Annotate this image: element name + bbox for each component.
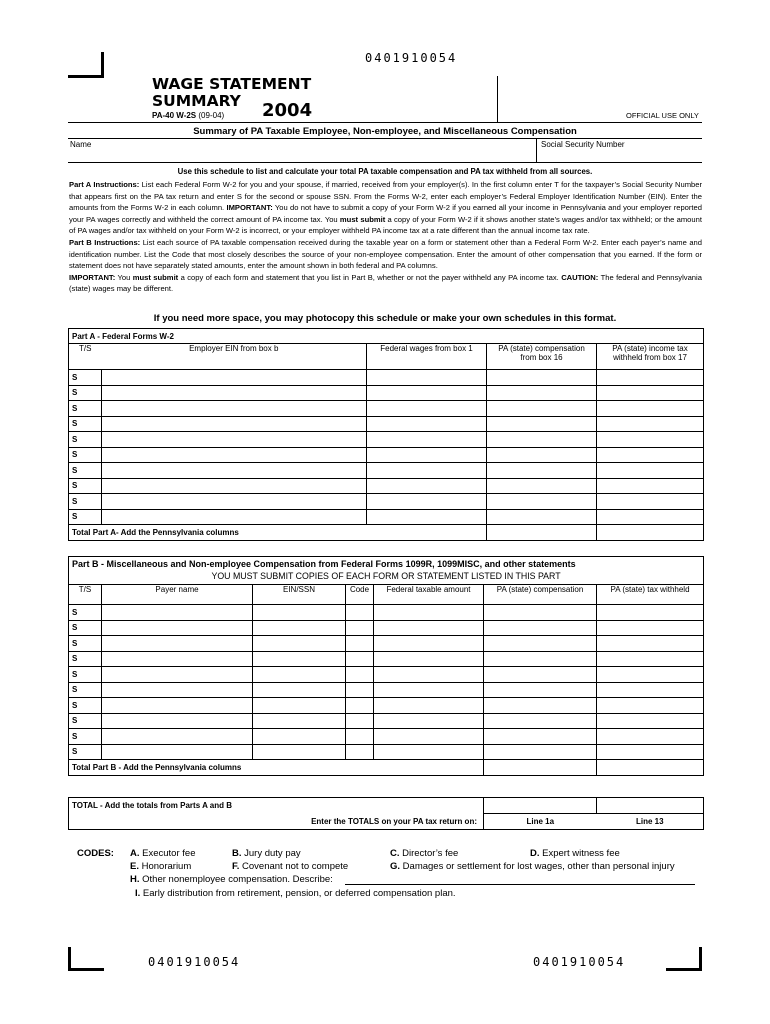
part-a-row xyxy=(69,416,704,432)
part-a-entry-cell[interactable] xyxy=(487,416,597,432)
part-a-row xyxy=(69,401,704,417)
part-b-entry-cell[interactable] xyxy=(484,636,597,652)
part-b-entry-cell[interactable] xyxy=(374,605,484,621)
part-b-entry-cell[interactable] xyxy=(253,605,346,621)
part-a-entry-cell[interactable] xyxy=(367,478,487,494)
part-a-entry-cell[interactable] xyxy=(102,432,367,448)
header-rule xyxy=(68,122,702,123)
part-a-col-ein: Employer EIN from box b xyxy=(102,344,367,370)
part-a-table xyxy=(68,328,704,541)
part-a-instructions-label: Part A Instructions: xyxy=(69,180,140,189)
part-a-ts-cell[interactable]: S xyxy=(69,447,102,463)
code-c-key: C. xyxy=(390,848,400,859)
form-title-line1: WAGE STATEMENT xyxy=(152,75,312,93)
part-a-entry-cell[interactable] xyxy=(102,494,367,510)
total-pa-compensation[interactable] xyxy=(484,798,597,814)
important-label: IMPORTANT: xyxy=(226,203,273,213)
part-b-ts-cell[interactable]: S xyxy=(69,636,102,652)
part-a-entry-cell[interactable] xyxy=(487,385,597,401)
part-b-entry-cell[interactable] xyxy=(484,620,597,636)
part-b-entry-cell[interactable] xyxy=(253,636,346,652)
part-a-entry-cell[interactable] xyxy=(487,370,597,386)
part-b-entry-cell[interactable] xyxy=(374,651,484,667)
part-b-entry-cell[interactable] xyxy=(346,605,374,621)
part-a-col-pa-tax: PA (state) income tax withheld from box 17 xyxy=(597,344,704,370)
totals-enter-label: Enter the TOTALS on your PA tax return on: xyxy=(69,814,484,830)
part-a-row xyxy=(69,385,704,401)
part-a-ts-cell[interactable]: S xyxy=(69,494,102,510)
code-c xyxy=(390,848,458,859)
part-b-table xyxy=(68,556,704,776)
part-a-entry-cell[interactable] xyxy=(487,401,597,417)
code-g-key: G. xyxy=(390,861,401,872)
totals-line-1a: Line 1a xyxy=(484,814,597,830)
part-a-ts-cell[interactable]: S xyxy=(69,416,102,432)
part-a-row xyxy=(69,463,704,479)
part-b-entry-cell[interactable] xyxy=(346,744,374,760)
part-b-entry-cell[interactable] xyxy=(253,713,346,729)
code-b-key: B. xyxy=(232,848,242,859)
part-a-col-federal-wages: Federal wages from box 1 xyxy=(367,344,487,370)
part-a-entry-cell[interactable] xyxy=(367,432,487,448)
ssn-label: Social Security Number xyxy=(541,140,625,149)
part-b-entry-cell[interactable] xyxy=(102,682,253,698)
form-code xyxy=(152,111,224,120)
part-b-total-pa-compensation[interactable] xyxy=(484,760,597,776)
part-b-entry-cell[interactable] xyxy=(484,605,597,621)
corner-mark-bottom-right xyxy=(666,947,702,971)
code-h-key: H. xyxy=(130,874,140,885)
part-b-row xyxy=(69,605,704,621)
part-b-entry-cell[interactable] xyxy=(253,651,346,667)
part-b-ts-cell[interactable]: S xyxy=(69,651,102,667)
part-a-entry-cell[interactable] xyxy=(597,494,704,510)
part-b-row xyxy=(69,667,704,683)
part-b-subtitle: YOU MUST SUBMIT COPIES OF EACH FORM OR STATEMENT LISTED IN THIS PART xyxy=(211,571,561,581)
part-a-entry-cell[interactable] xyxy=(487,447,597,463)
part-b-col-ts: T/S xyxy=(69,585,102,605)
instructions-body xyxy=(69,179,702,295)
part-b-row xyxy=(69,620,704,636)
part-a-instructions-text: List each Federal Form W-2 for you and your spouse, if married, received from your employer(s). In the first column enter T for the taxpayer’s Social Security Number that appears first on the PA tax return and enter S for the second or spouse SSN. From the Forms W-2, enter each employer’s Federal Employer Identification Number (EIN). Enter the amounts from the Forms W-2 in each column. xyxy=(69,180,702,213)
part-a-entry-cell[interactable] xyxy=(597,432,704,448)
form-title-line2: SUMMARY xyxy=(152,92,241,110)
part-a-entry-cell[interactable] xyxy=(597,385,704,401)
part-a-entry-cell[interactable] xyxy=(487,509,597,525)
part-b-ts-cell[interactable]: S xyxy=(69,682,102,698)
part-b-entry-cell[interactable] xyxy=(346,620,374,636)
part-a-row xyxy=(69,494,704,510)
code-h xyxy=(130,874,333,885)
part-b-entry-cell[interactable] xyxy=(597,713,704,729)
code-c-text: Director’s fee xyxy=(402,848,459,859)
document-id-bottom-right: 0401910054 xyxy=(533,955,626,969)
code-f-text: Covenant not to compete xyxy=(242,861,349,872)
part-b-ts-cell[interactable]: S xyxy=(69,620,102,636)
form-code-date: (09-04) xyxy=(198,111,225,120)
part-a-entry-cell[interactable] xyxy=(102,370,367,386)
part-a-entry-cell[interactable] xyxy=(102,463,367,479)
part-b-entry-cell[interactable] xyxy=(346,698,374,714)
part-b-entry-cell[interactable] xyxy=(253,698,346,714)
part-a-entry-cell[interactable] xyxy=(102,478,367,494)
part-b-total-label: Total Part B - Add the Pennsylvania columns xyxy=(69,760,484,776)
part-b-entry-cell[interactable] xyxy=(597,744,704,760)
code-g-text: Damages or settlement for lost wages, other than personal injury xyxy=(402,861,675,872)
part-a-entry-cell[interactable] xyxy=(487,463,597,479)
part-b-entry-cell[interactable] xyxy=(597,620,704,636)
part-b-entry-cell[interactable] xyxy=(102,698,253,714)
part-b-entry-cell[interactable] xyxy=(102,729,253,745)
part-a-entry-cell[interactable] xyxy=(597,478,704,494)
part-b-instructions-text-4: The federal and Pennsylvania (state) wages may be different. xyxy=(69,272,702,294)
part-b-instructions-text-2: You xyxy=(117,272,131,282)
part-b-entry-cell[interactable] xyxy=(346,667,374,683)
name-field[interactable] xyxy=(68,138,536,162)
part-b-col-federal: Federal taxable amount xyxy=(374,585,484,605)
code-a-text: Executor fee xyxy=(142,848,196,859)
part-b-row xyxy=(69,682,704,698)
part-b-entry-cell[interactable] xyxy=(374,667,484,683)
part-b-entry-cell[interactable] xyxy=(484,682,597,698)
code-g xyxy=(390,861,675,872)
part-b-entry-cell[interactable] xyxy=(597,636,704,652)
part-b-entry-cell[interactable] xyxy=(346,729,374,745)
part-a-entry-cell[interactable] xyxy=(597,447,704,463)
code-d-text: Expert witness fee xyxy=(542,848,620,859)
part-b-entry-cell[interactable] xyxy=(374,620,484,636)
part-b-entry-cell[interactable] xyxy=(346,713,374,729)
part-b-entry-cell[interactable] xyxy=(374,636,484,652)
code-i-text: Early distribution from retirement, pension, or deferred compensation plan. xyxy=(142,888,456,899)
part-a-entry-cell[interactable] xyxy=(102,447,367,463)
part-b-row xyxy=(69,713,704,729)
part-b-entry-cell[interactable] xyxy=(102,713,253,729)
part-a-row xyxy=(69,432,704,448)
part-b-row xyxy=(69,636,704,652)
part-b-entry-cell[interactable] xyxy=(484,698,597,714)
part-a-col-pa-compensation: PA (state) compensation from box 16 xyxy=(487,344,597,370)
part-b-entry-cell[interactable] xyxy=(102,667,253,683)
part-b-row xyxy=(69,698,704,714)
part-b-ts-cell[interactable]: S xyxy=(69,713,102,729)
part-b-entry-cell[interactable] xyxy=(346,636,374,652)
part-b-col-ein: EIN/SSN xyxy=(253,585,346,605)
part-b-entry-cell[interactable] xyxy=(597,682,704,698)
part-b-instructions-label: Part B Instructions: xyxy=(69,237,141,247)
part-b-entry-cell[interactable] xyxy=(597,729,704,745)
totals-label: TOTAL - Add the totals from Parts A and B xyxy=(69,798,484,814)
part-b-entry-cell[interactable] xyxy=(253,667,346,683)
part-b-ts-cell[interactable]: S xyxy=(69,667,102,683)
code-d-key: D. xyxy=(530,848,540,859)
part-b-ts-cell[interactable]: S xyxy=(69,698,102,714)
code-a-key: A. xyxy=(130,848,140,859)
code-b-text: Jury duty pay xyxy=(244,848,301,859)
part-b-col-payer: Payer name xyxy=(102,585,253,605)
part-b-entry-cell[interactable] xyxy=(374,698,484,714)
code-h-describe-field[interactable] xyxy=(345,884,695,885)
official-use-divider xyxy=(497,76,498,122)
part-b-row xyxy=(69,744,704,760)
document-id-bottom-left: 0401910054 xyxy=(148,955,241,969)
part-b-entry-cell[interactable] xyxy=(374,682,484,698)
part-b-entry-cell[interactable] xyxy=(102,636,253,652)
part-a-entry-cell[interactable] xyxy=(102,385,367,401)
part-b-col-code: Code xyxy=(346,585,374,605)
part-b-ts-cell[interactable]: S xyxy=(69,744,102,760)
part-b-col-pa-compensation: PA (state) compensation xyxy=(484,585,597,605)
part-b-ts-cell[interactable]: S xyxy=(69,729,102,745)
totals-line-13: Line 13 xyxy=(597,814,704,830)
part-b-entry-cell[interactable] xyxy=(253,744,346,760)
must-submit-label: must submit xyxy=(339,214,386,224)
part-a-ts-cell[interactable]: S xyxy=(69,385,102,401)
part-a-entry-cell[interactable] xyxy=(367,447,487,463)
part-b-entry-cell[interactable] xyxy=(484,651,597,667)
part-b-entry-cell[interactable] xyxy=(484,729,597,745)
part-a-total-label: Total Part A- Add the Pennsylvania columns xyxy=(69,525,487,541)
part-a-row xyxy=(69,509,704,525)
part-b-entry-cell[interactable] xyxy=(102,744,253,760)
part-a-entry-cell[interactable] xyxy=(102,401,367,417)
part-b-entry-cell[interactable] xyxy=(102,651,253,667)
part-b-title: Part B - Miscellaneous and Non-employee Compensation from Federal Forms 1099R, 1099MISC, and other statements xyxy=(72,559,576,569)
part-a-entry-cell[interactable] xyxy=(487,432,597,448)
code-e xyxy=(130,861,191,872)
code-e-key: E. xyxy=(130,861,139,872)
part-b-entry-cell[interactable] xyxy=(374,729,484,745)
part-b-entry-cell[interactable] xyxy=(484,744,597,760)
part-a-instructions-text-3: a copy of your Form W-2 if it shows another state’s wages and/or tax withheld; or the amount of PA wages and/or tax withheld on your Form W-2 is incorrect, or your employer withheld PA income tax at a rate different than the annual income tax rate. xyxy=(69,214,702,236)
part-a-ts-cell[interactable]: S xyxy=(69,478,102,494)
part-a-instructions-text-2: You do not have to submit a copy of your Form W-2 if you earned all your income in Pennsylvania and your employer reported your PA wages correctly and withheld the correct amount of PA income tax. You xyxy=(69,203,702,224)
part-a-entry-cell[interactable] xyxy=(487,478,597,494)
part-b-entry-cell[interactable] xyxy=(253,729,346,745)
part-a-ts-cell[interactable]: S xyxy=(69,463,102,479)
part-b-header xyxy=(69,557,704,585)
part-a-entry-cell[interactable] xyxy=(367,509,487,525)
part-b-entry-cell[interactable] xyxy=(597,605,704,621)
code-a xyxy=(130,848,195,859)
part-a-entry-cell[interactable] xyxy=(597,370,704,386)
part-a-total-pa-tax[interactable] xyxy=(597,525,704,541)
part-a-entry-cell[interactable] xyxy=(102,416,367,432)
instructions-heading: Use this schedule to list and calculate your total PA taxable compensation and PA tax withheld from all sources. xyxy=(177,167,593,176)
part-b-instructions-text-3: a copy of each form and statement that you list in Part B, whether or not the payer withheld any PA income tax. xyxy=(180,272,559,282)
part-b-entry-cell[interactable] xyxy=(253,620,346,636)
total-pa-tax[interactable] xyxy=(597,798,704,814)
part-a-total-pa-compensation[interactable] xyxy=(487,525,597,541)
code-f xyxy=(232,861,348,872)
part-a-entry-cell[interactable] xyxy=(102,509,367,525)
part-a-ts-cell[interactable]: S xyxy=(69,401,102,417)
caution-label: CAUTION: xyxy=(561,272,599,282)
codes-label: CODES: xyxy=(77,848,114,859)
official-use-label: OFFICIAL USE ONLY xyxy=(626,111,699,120)
space-note: If you need more space, you may photocopy this schedule or make your own schedules in this format. xyxy=(153,313,617,324)
part-b-total-pa-tax[interactable] xyxy=(597,760,704,776)
part-a-row xyxy=(69,478,704,494)
part-a-entry-cell[interactable] xyxy=(367,463,487,479)
part-b-entry-cell[interactable] xyxy=(346,651,374,667)
part-b-instructions-text: List each source of PA taxable compensation received during the taxable year on a form or statement other than a Federal Form W-2. Enter each payer’s name and identification number. List the Code that most closely describes the source of your non-employee compensation. Enter the amount of other compensation that you earned. If the form or statement does not have separately stated amounts, enter the amount shown in both federal and PA columns. xyxy=(69,237,702,271)
totals-bottom-rule xyxy=(68,829,703,830)
part-b-entry-cell[interactable] xyxy=(102,620,253,636)
part-a-row xyxy=(69,447,704,463)
part-a-entry-cell[interactable] xyxy=(597,416,704,432)
part-b-entry-cell[interactable] xyxy=(374,744,484,760)
part-a-row xyxy=(69,370,704,386)
form-subtitle: Summary of PA Taxable Employee, Non-employee, and Miscellaneous Compensation xyxy=(193,126,577,137)
code-i xyxy=(135,888,456,899)
part-a-title: Part A - Federal Forms W-2 xyxy=(69,329,704,344)
part-b-col-pa-tax: PA (state) tax withheld xyxy=(597,585,704,605)
part-b-entry-cell[interactable] xyxy=(597,667,704,683)
part-a-col-ts: T/S xyxy=(69,344,102,370)
must-submit-label-2: must submit xyxy=(132,272,179,282)
code-e-text: Honorarium xyxy=(141,861,192,872)
tax-year: 2004 xyxy=(262,100,313,121)
part-b-row xyxy=(69,651,704,667)
part-b-entry-cell[interactable] xyxy=(374,713,484,729)
part-b-ts-cell[interactable]: S xyxy=(69,605,102,621)
part-a-ts-cell[interactable]: S xyxy=(69,370,102,386)
part-b-row xyxy=(69,729,704,745)
code-i-key: I. xyxy=(135,888,141,899)
document-id-top: 0401910054 xyxy=(365,51,458,65)
important-label-2: IMPORTANT: xyxy=(69,272,116,282)
part-a-ts-cell[interactable]: S xyxy=(69,432,102,448)
part-a-entry-cell[interactable] xyxy=(367,370,487,386)
part-b-entry-cell[interactable] xyxy=(102,605,253,621)
part-a-entry-cell[interactable] xyxy=(597,463,704,479)
code-h-text: Other nonemployee compensation. Describe: xyxy=(142,874,333,885)
part-a-entry-cell[interactable] xyxy=(367,385,487,401)
totals-table xyxy=(68,797,704,830)
part-b-entry-cell[interactable] xyxy=(597,651,704,667)
part-b-entry-cell[interactable] xyxy=(346,682,374,698)
name-label: Name xyxy=(70,140,92,149)
part-a-entry-cell[interactable] xyxy=(367,416,487,432)
code-d xyxy=(530,848,620,859)
name-rule xyxy=(68,162,702,163)
part-a-entry-cell[interactable] xyxy=(367,401,487,417)
code-b xyxy=(232,848,301,859)
code-f-key: F. xyxy=(232,861,240,872)
part-a-entry-cell[interactable] xyxy=(487,494,597,510)
part-b-entry-cell[interactable] xyxy=(484,667,597,683)
part-b-entry-cell[interactable] xyxy=(597,698,704,714)
part-a-entry-cell[interactable] xyxy=(367,494,487,510)
form-code-number: PA-40 W-2S xyxy=(152,111,197,120)
part-b-entry-cell[interactable] xyxy=(484,713,597,729)
corner-mark-top-left xyxy=(68,52,104,78)
part-a-entry-cell[interactable] xyxy=(597,509,704,525)
part-b-entry-cell[interactable] xyxy=(253,682,346,698)
part-a-ts-cell[interactable]: S xyxy=(69,509,102,525)
part-a-entry-cell[interactable] xyxy=(597,401,704,417)
corner-mark-bottom-left xyxy=(68,947,104,971)
